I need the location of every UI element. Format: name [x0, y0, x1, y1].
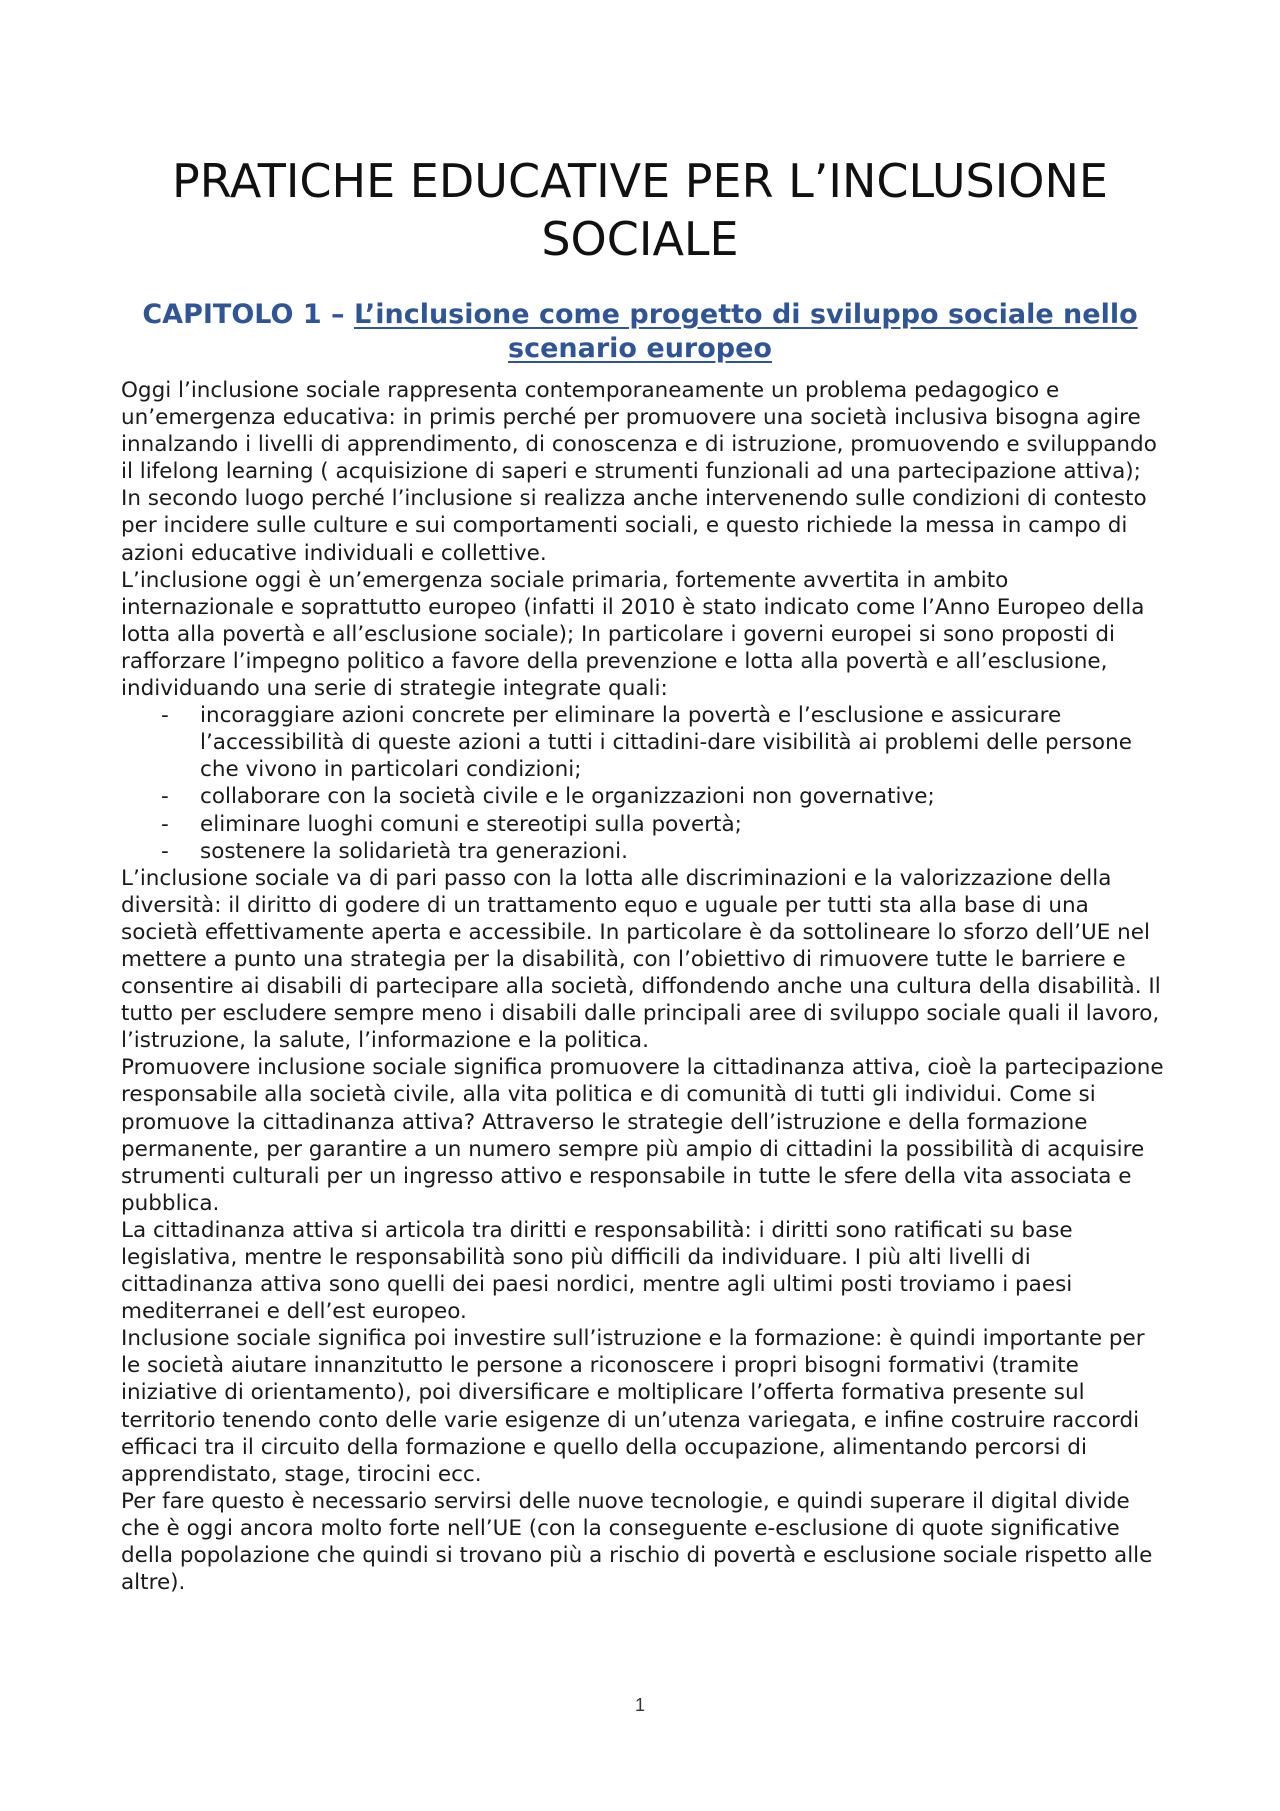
list-item-text: eliminare luoghi comuni e stereotipi sulla povertà;: [200, 811, 742, 837]
list-item: [121, 702, 1166, 783]
paragraph: Inclusione sociale significa poi investire sull’istruzione e la formazione: è quindi importante per le società aiutare innanzitutto le persone a riconoscere i propri bisogni formativi (tramite iniziative di orientamento), poi diversificare e moltiplicare l’offerta formativa presente sul territorio tenendo conto delle varie esigenze di un’utenza variegata, e infine costruire raccordi efficaci tra il circuito della formazione e quello della occupazione, alimentando percorsi di apprendistato, stage, tirocini ecc.: [121, 1326, 1145, 1487]
list-marker: -: [161, 784, 169, 810]
list-item-text: collaborare con la società civile e le organizzazioni non governative;: [200, 784, 935, 810]
paragraph: La cittadinanza attiva si articola tra diritti e responsabilità: i diritti sono ratificati su base legislativa, mentre le responsabilità sono più difficili da individuare. I più alti livelli di cittadinanza attiva sono quelli dei paesi nordici, mentre agli ultimi posti troviamo i paesi mediterranei e dell’est europeo.: [121, 1217, 1073, 1325]
chapter-label: CAPITOLO 1 –: [142, 299, 354, 330]
list-marker: -: [161, 703, 169, 729]
paragraph: Per fare questo è necessario servirsi delle nuove tecnologie, e quindi superare il digital divide che è oggi ancora molto forte nell’UE (con la conseguente e-esclusione di quote significative della popolazione che quindi si trovano più a rischio di povertà e esclusione sociale rispetto alle altre).: [121, 1488, 1153, 1596]
list-marker: -: [161, 838, 169, 864]
chapter-subtitle: L’inclusione come progetto di sviluppo sociale nello scenario europeo: [353, 299, 1138, 364]
strategies-list: [121, 702, 1166, 865]
chapter-heading: [120, 298, 1160, 366]
list-marker: -: [161, 811, 169, 837]
list-item: [121, 838, 1166, 865]
paragraph: Oggi l’inclusione sociale rappresenta contemporaneamente un problema pedagogico e un’emergenza educativa: in primis perché per promuovere una società inclusiva bisogna agire innalzando i livelli di apprendimento, di conoscenza e di istruzione, promuovendo e sviluppando il lifelong learning ( acquisizione di saperi e strumenti funzionali ad una partecipazione attiva); In secondo luogo perché l’inclusione si realizza anche intervenendo sulle condizioni di contesto per incidere sulle culture e sui comportamenti sociali, e questo richiede la messa in campo di azioni educative individuali e collettive.: [121, 378, 1157, 566]
list-item: [121, 783, 1166, 810]
paragraph: Promuovere inclusione sociale significa promuovere la cittadinanza attiva, cioè la partecipazione responsabile alla società civile, alla vita politica e di comunità di tutti gli individui. Come si promuove la cittadinanza attiva? Attraverso le strategie dell’istruzione e della formazione permanente, per garantire a un numero sempre più ampio di cittadini la possibilità di acquisire strumenti culturali per un ingresso attivo e responsabile in tutte le sfere della vita associata e pubblica.: [121, 1055, 1164, 1216]
document-title: PRATICHE EDUCATIVE PER L’INCLUSIONE SOCIALE: [172, 154, 1108, 266]
paragraph: L’inclusione sociale va di pari passo con la lotta alle discriminazioni e la valorizzazione della diversità: il diritto di godere di un trattamento equo e uguale per tutti sta alla base di una società effettivamente aperta e accessibile. In particolare è da sottolineare lo sforzo dell’UE nel mettere a punto una strategia per la disabilità, con l’obiettivo di rimuovere tutte le barriere e consentire ai disabili di partecipare alla società, diffondendo anche una cultura della disabilità. Il tutto per escludere sempre meno i disabili dalle principali aree di sviluppo sociale quali il lavoro, l’istruzione, la salute, l’informazione e la politica.: [121, 865, 1161, 1054]
paragraph: L’inclusione oggi è un’emergenza sociale primaria, fortemente avvertita in ambito internazionale e soprattutto europeo (infatti il 2010 è stato indicato come l’Anno Europeo della lotta alla povertà e all’esclusione sociale); In particolare i governi europei si sono proposti di rafforzare l’impegno politico a favore della prevenzione e lotta alla povertà e all’esclusione, individuando una serie di strategie integrate quali:: [121, 567, 1145, 702]
list-item-text: sostenere la solidarietà tra generazioni.: [200, 838, 628, 864]
list-item-text: incoraggiare azioni concrete per eliminare la povertà e l’esclusione e assicurare l’accessibilità di queste azioni a tutti i cittadini-dare visibilità ai problemi delle persone che vivono in particolari condizioni;: [200, 703, 1132, 783]
page-number: 1: [634, 1695, 645, 1715]
document-body: [121, 377, 1166, 1596]
list-item: [121, 811, 1166, 838]
